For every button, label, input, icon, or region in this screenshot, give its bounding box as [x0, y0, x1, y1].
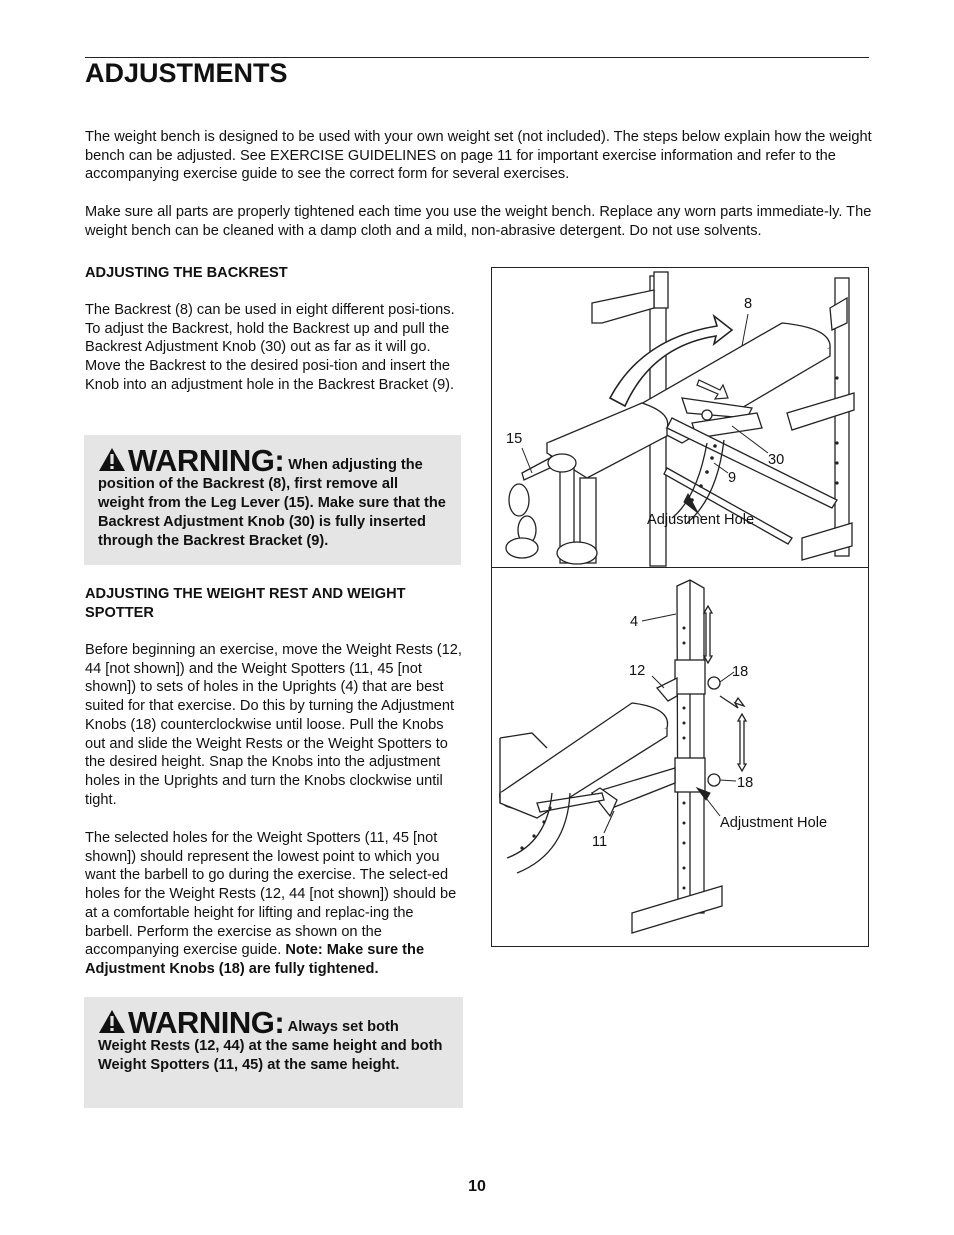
weight-rest-warning-box [84, 997, 463, 1108]
callout-knob-30: 30 [768, 452, 785, 468]
weight-rest-warning-word: WARNING: [128, 1005, 285, 1040]
page-number: 10 [468, 1178, 486, 1195]
weight-rest-warning-text: Always set both Weight Rests (12, 44) at the same height and both Weight Spotters (11, 45) at the same height. [98, 1019, 443, 1073]
backrest-warning-text: When adjusting the position of the Backrest (8), first remove all weight from the Leg Lever (15). Make sure that the Backrest Adjustment Knob (30) is fully inserted through the Backrest Bracket (9). [98, 457, 446, 549]
callout-spotter-11: 11 [592, 834, 608, 850]
callout-adjustment-hole: Adjustment Hole [720, 815, 828, 831]
weight-rest-note: Note: Make sure the Adjustment Knobs (18) are fully tightened. [85, 942, 425, 977]
weight-rest-body-1: Before beginning an exercise, move the Weight Rests (12, 44 [not shown]) and the Weight Spotters (11, 45 [not shown]) to sets of holes in the Uprights (4) that are best suited for that exercise. Do this by turning the Adjustment Knobs (18) counterclockwise until loose. Pull the Knobs out and slide the Weight Rests or the Weight Spotters to the desired height. Snap the Knobs into the adjustment holes in the Uprights and turn the Knobs clockwise until tight. [85, 642, 462, 808]
weight-rest-body-2 [85, 829, 463, 979]
weight-rest-heading: ADJUSTING THE WEIGHT REST AND WEIGHT SPOTTER [85, 586, 406, 621]
backrest-body: The Backrest (8) can be used in eight different posi-tions. To adjust the Backrest, hold the Backrest up and pull the Backrest Adjustment Knob (30) out as far as it will go. Move the Backrest to the desired posi-tion and insert the Knob into an adjustment hole in the Backrest Bracket (9). [85, 302, 455, 393]
weight-rest-body-2-text: The selected holes for the Weight Spotters (11, 45 [not shown]) should represent the lowest point to which you want the barbell to go during the exercise. The select-ed holes for the Weight Rests (12, 44 [not shown]) should be at a comfortable height for lifting and replac-ing the barbell. Perform the exercise as shown on the accompanying exercise guide. [85, 830, 457, 959]
backrest-warning-box [84, 435, 461, 565]
backrest-warning-word: WARNING: [128, 443, 285, 478]
backrest-figure [491, 267, 869, 569]
page-title: ADJUSTMENTS [85, 58, 288, 88]
callout-bracket-9: 9 [728, 470, 737, 486]
weight-rest-illustration [492, 568, 869, 947]
callout-weight-rest-12: 12 [629, 663, 646, 679]
backrest-warning-text-block [98, 443, 447, 551]
callout-upright-4: 4 [630, 614, 639, 630]
warning-triangle-icon [98, 1009, 126, 1034]
callout-knob-18-lower: 18 [737, 775, 754, 791]
callout-knob-18-upper: 18 [732, 664, 749, 680]
callout-backrest-8: 8 [744, 296, 753, 312]
intro-paragraph-1: The weight bench is designed to be used with your own weight set (not included). The steps below explain how the weight bench can be adjusted. See EXERCISE GUIDELINES on page 11 for important exercise information and refer to the accompanying exercise guide to see the correct form for several exercises. [85, 129, 872, 183]
intro-paragraph-2: Make sure all parts are properly tightened each time you use the weight bench. Replace any worn parts immediate-ly. The weight bench can be cleaned with a damp cloth and a mild, non-abrasive detergent. Do not use solvents. [85, 204, 872, 239]
weight-rest-figure [491, 567, 869, 947]
backrest-heading: ADJUSTING THE BACKREST [85, 265, 288, 281]
callout-leg-lever-15: 15 [506, 431, 523, 447]
weight-rest-warning-text-block [98, 1005, 449, 1075]
warning-triangle-icon [98, 447, 126, 472]
callout-adjustment-hole: Adjustment Hole [647, 512, 755, 528]
